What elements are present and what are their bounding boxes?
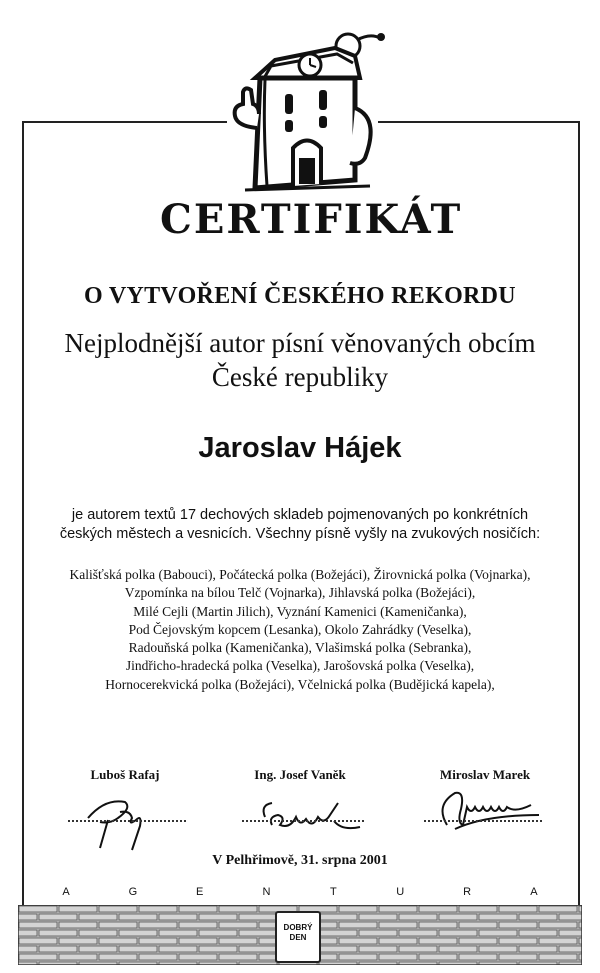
agency-letter: A <box>530 886 538 898</box>
subtitle-line-1: Nejplodnější autor písní věnovaných obcím <box>64 328 536 358</box>
song-line: Jindřicho-hradecká polka (Veselka), Jarošovská polka (Veselka), <box>125 658 475 674</box>
signature-line-1 <box>68 820 186 822</box>
song-line: Hornocerekvická polka (Božejáci), Včelnická polka (Budějická kapela), <box>105 676 495 692</box>
intro-line-1: je autorem textů 17 dechových skladeb pojmenovaných po konkrétních <box>71 507 529 523</box>
subtitle-line-2: České republiky <box>211 362 389 392</box>
building-mascot-icon <box>215 8 400 198</box>
agency-label <box>60 886 540 898</box>
intro-text <box>0 506 600 544</box>
signature-graphic-1 <box>70 790 170 855</box>
logo-text-bottom: DEN <box>289 933 307 942</box>
recipient-name: Jaroslav Hájek <box>198 432 402 464</box>
signature-line-3 <box>424 820 542 822</box>
frame-top-right <box>378 121 580 123</box>
agency-letter: R <box>463 886 472 898</box>
song-line: Radouňská polka (Kameničanka), Vlašimská polka (Sebranka), <box>128 640 472 656</box>
agency-letter: T <box>330 886 337 898</box>
record-subtitle <box>0 326 600 394</box>
record-title: O VYTVOŘENÍ ČESKÉHO REKORDU <box>84 283 516 309</box>
frame-top-left <box>22 121 227 123</box>
signature-line-2 <box>242 820 364 822</box>
signature-graphic-2 <box>250 795 370 840</box>
place-date: V Pelhřimově, 31. srpna 2001 <box>212 853 388 868</box>
agency-letter: A <box>62 886 70 898</box>
songs-list <box>0 566 600 694</box>
signatory-name-3: Miroslav Marek <box>439 767 531 782</box>
logo-text-top: DOBRÝ <box>283 923 313 932</box>
song-line: Pod Čejovským kopcem (Lesanka), Okolo Zahrádky (Veselka), <box>128 621 472 637</box>
certificate-heading: CERTIFIKÁT <box>160 196 463 243</box>
agency-letter: N <box>262 886 271 898</box>
signature-graphic-3 <box>435 785 555 845</box>
agency-letter: U <box>396 886 405 898</box>
signatory-name-1: Luboš Rafaj <box>90 767 160 782</box>
agency-letter: G <box>128 886 138 898</box>
song-line: Kališťská polka (Babouci), Počátecká polka (Božejáci), Žirovnická polka (Vojnarka), <box>69 567 531 582</box>
song-line: Milé Cejli (Martin Jilich), Vyznání Kamenici (Kameničanka), <box>133 603 467 619</box>
dobry-den-logo <box>275 911 321 963</box>
intro-line-2: českých městech a vesnicích. Všechny písně vyšly na zvukových nosičích: <box>59 526 541 542</box>
song-line: Vzpomínka na bílou Telč (Vojnarka), Jihlavská polka (Božejáci), <box>124 585 476 601</box>
signatory-name-2: Ing. Josef Vaněk <box>254 767 346 782</box>
agency-letter: E <box>196 886 204 898</box>
